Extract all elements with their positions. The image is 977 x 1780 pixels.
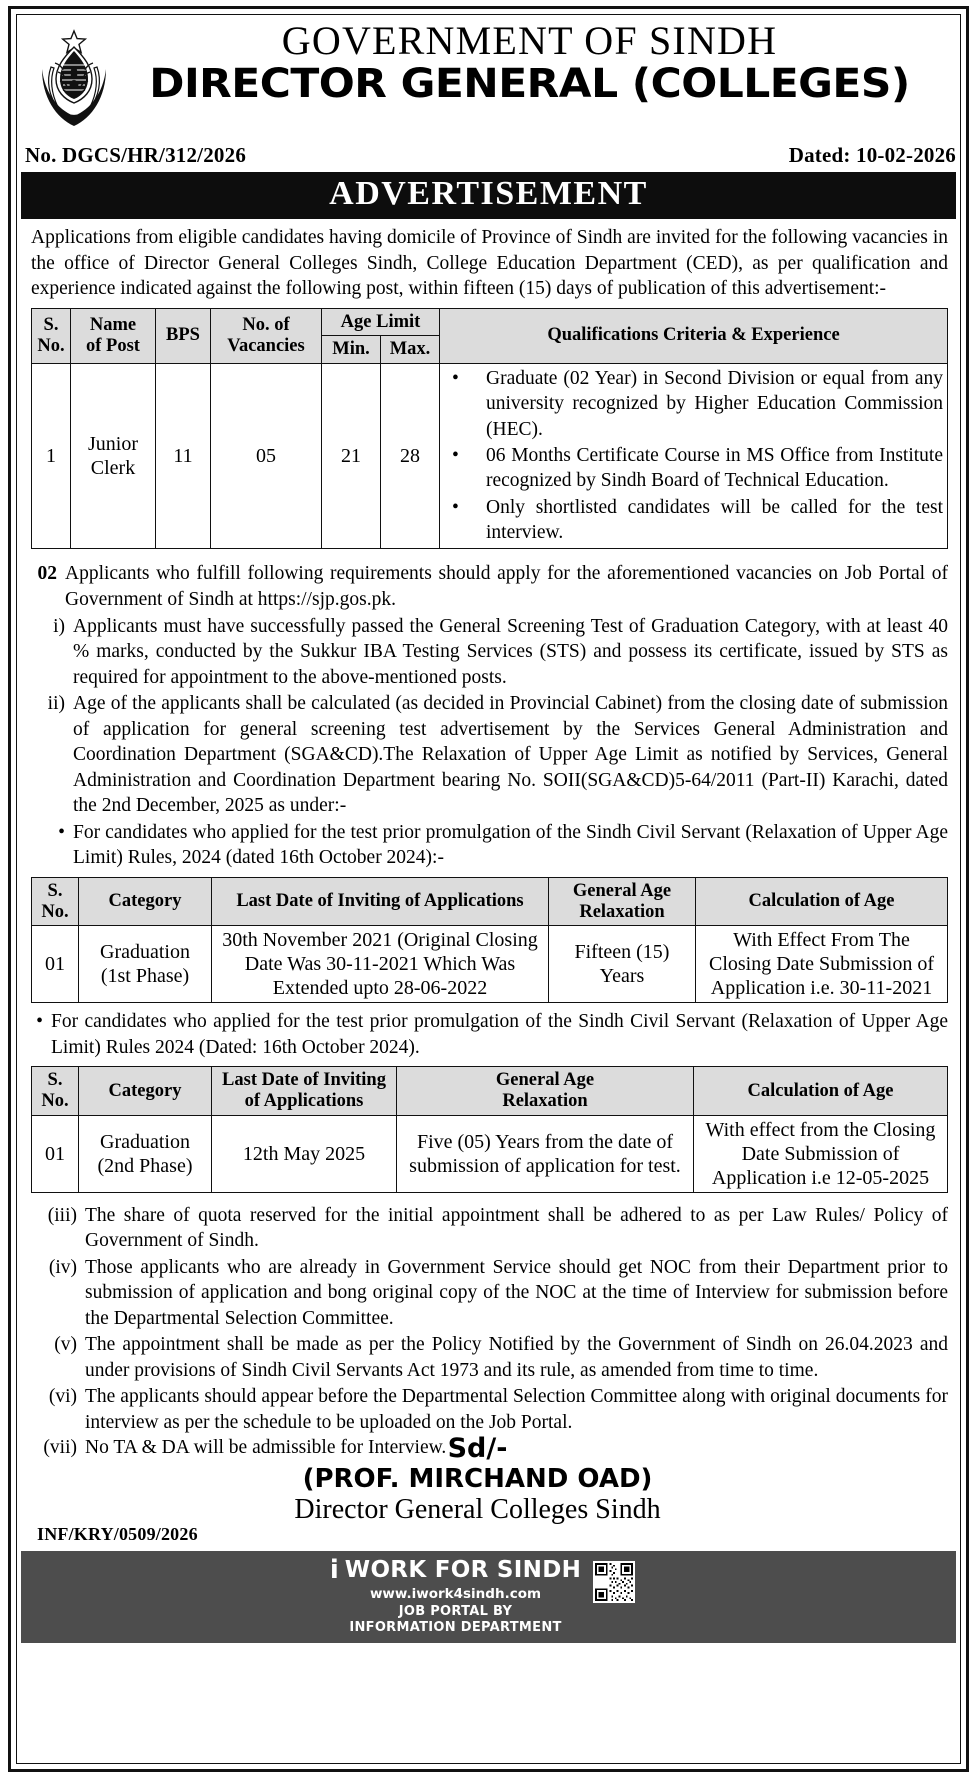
clause-text: No TA & DA will be admissible for Interview. [85,1436,447,1458]
footer-brand-text: WORK FOR SINDH [344,1556,582,1583]
cell-bps: 11 [156,364,211,549]
tail-conditions-section [17,1197,960,1547]
clause-iii [31,1203,948,1254]
th-last-date: Last Date of Inviting of Applications [212,877,549,925]
list-item: • 06 Months Certificate Course in MS Office from Institute recognized by Sindh Board of Technical Education. [448,443,943,494]
th-qualifications: Qualifications Criteria & Experience [440,308,948,363]
advertisement-banner: ADVERTISEMENT [21,172,956,219]
bullet-2-section [17,1007,960,1060]
cell-last-date: 12th May 2025 [212,1115,397,1192]
th-name-of-post: Name of Post [71,308,156,363]
clause-text: The applicants should appear before the Departmental Selection Committee along with original documents for interview as per the schedule to be uploaded on the Job Portal. [85,1386,948,1433]
clause-marker: 02 [37,563,57,585]
vacancy-table [31,308,948,550]
cell-post-name: Junior Clerk [71,364,156,549]
government-title: GOVERNMENT OF SINDH [281,18,778,63]
cell-category: Graduation (1st Phase) [79,926,212,1003]
intro-section [17,219,960,302]
table-row [32,1115,948,1192]
th-vacancies: No. of Vacancies [211,308,322,363]
th-category: Category [79,1067,212,1115]
footer-subtitle-2: INFORMATION DEPARTMENT [349,1620,562,1636]
cell-relaxation: Five (05) Years from the date of submission of application for test. [397,1115,694,1192]
age-relaxation-table-2 [31,1066,948,1192]
clause-i [31,614,948,691]
clause-marker: ii) [47,693,65,715]
clause-text: The appointment shall be made as per the Policy Notified by the Government of Sindh on 26.04.2023 and under provisions of Sindh Civil Servants Act 1973 and its rule, as amended from time to time. [85,1334,948,1381]
th-category: Category [79,877,212,925]
bullet-text: For candidates who applied for the test prior promulgation of the Sindh Civil Servant (Relaxation of Upper Age Limit) Rules, 2024 (dated 16th October 2024):- [73,821,948,869]
intro-paragraph: Applications from eligible candidates having domicile of Province of Sindh are invited for the following vacancies in the office of Director General Colleges Sindh, College Education Department (CED), as per qualification and experience indicated against the following post, within fifteen (15) days of publication of this advertisement:- [31,227,948,300]
cell-age-min: 21 [322,364,381,549]
bullet-icon: • [58,821,65,843]
clause-text: Those applicants who are already in Government Service should get NOC from their Department prior to submission of application and bong original copy of the NOC at the time of Interview for submission before the Departmental Selection Committee. [85,1256,948,1329]
footer-brand-block [329,1554,582,1637]
clause-text: Age of the applicants shall be calculated (as decided in Provincial Cabinet) from the closing date of submission of application for general screening test advertisement by the Services General Administration and Coordination Department (SGA&CD).The Relaxation of Upper Age Limit as notified by Services, General Administration and Coordination Department bearing No. SOII(SGA&CD)5-64/2011 (Part-II) Karachi, dated the 2nd December, 2025 as under:- [73,693,948,817]
table-header-row [32,1067,948,1115]
conditions-section [17,553,960,870]
document-date: Dated: 10-02-2026 [788,143,956,167]
bullet-before-age-table-1 [31,820,948,871]
clause-vii [31,1435,446,1461]
cell-relaxation: Fifteen (15) Years [549,926,696,1003]
cell-calculation: With Effect From The Closing Date Submission of Application i.e. 30-11-2021 [696,926,948,1003]
clause-02 [31,561,948,612]
cell-calculation: With effect from the Closing Date Submission of Application i.e 12-05-2025 [694,1115,948,1192]
table-header-row [32,308,948,336]
clause-text: Applicants who fulfill following requirements should apply for the aforementioned vacancies on Job Portal of Government of Sindh at https://sjp.gos.pk. [65,563,948,610]
qualifications-list [444,366,943,545]
bullet-before-age-table-2 [31,1009,948,1060]
footer-brand-row [329,1554,582,1585]
footer-subtitle-1: JOB PORTAL BY [398,1603,513,1619]
clause-vi [31,1384,948,1435]
header-titles [117,18,950,107]
th-age-max: Max. [381,336,440,364]
age-relaxation-table-1 [31,877,948,1003]
th-age-min: Min. [322,336,381,364]
th-age-limit: Age Limit [322,308,440,336]
th-bps: BPS [156,308,211,363]
th-s-no: S. No. [32,1067,79,1115]
signatory-name: (PROF. MIRCHAND OAD) [302,1463,653,1494]
cell-category: Graduation (2nd Phase) [79,1115,212,1192]
person-glyph-icon: i [329,1554,339,1585]
clause-marker: i) [53,615,65,637]
footer-banner [21,1551,956,1643]
cell-s-no: 01 [32,1115,79,1192]
reference-row [17,143,960,168]
bullet-icon: • [452,368,459,390]
th-general-age-relaxation: General Age Relaxation [397,1067,694,1115]
vacancy-table-body [32,364,948,549]
clause-marker: (iv) [48,1256,77,1278]
clause-marker: (iii) [47,1204,77,1226]
th-last-date: Last Date of Inviting of Applications [212,1067,397,1115]
th-calculation-of-age: Calculation of Age [696,877,948,925]
document-header [17,15,960,137]
th-calculation-of-age: Calculation of Age [694,1067,948,1115]
clause-text: Applicants must have successfully passed the General Screening Test of Graduation Category, with at least 40 % marks, conducted by the Sukkur IBA Testing Services (STS) and possess its certificate, issued by STS as required for appointment to the above-mentioned posts. [73,615,948,688]
clause-iv [31,1255,948,1332]
table-header-row [32,877,948,925]
footer-content [329,1554,635,1637]
clause-marker: (vi) [48,1386,77,1408]
cell-s-no: 01 [32,926,79,1003]
vacancy-table-head [32,308,948,363]
qr-code-icon [593,1561,635,1603]
reference-number: No. DGCS/HR/312/2026 [25,143,247,167]
cell-qualifications [440,364,948,549]
inf-number: INF/KRY/0509/2026 [37,1523,198,1544]
age-table-1-body [32,926,948,1003]
table-row [32,926,948,1003]
signatory-designation: Director General Colleges Sindh [294,1493,661,1525]
bullet-icon: • [452,496,459,518]
bullet-icon: • [452,445,459,467]
clause-v [31,1332,948,1383]
age-table-1-head [32,877,948,925]
signature-area [31,1432,948,1547]
department-title: DIRECTOR GENERAL (COLLEGES) [149,60,910,107]
age-table-1-wrapper [17,877,960,1003]
list-item: • Graduate (02 Year) in Second Division or equal from any university recognized by Higher Education Commission (HEC). [448,366,943,442]
th-s-no: S. No. [32,308,71,363]
footer-website-url: www.iwork4sindh.com [369,1585,542,1602]
clause-text: The share of quota reserved for the initial appointment shall be adhered to as per Law Rules/ Policy of Government of Sindh. [85,1204,948,1252]
signature-sd: Sd/- [447,1432,508,1464]
age-table-2-body [32,1115,948,1192]
cell-age-max: 28 [381,364,440,549]
age-table-2-head [32,1067,948,1115]
vacancy-table-wrapper [17,308,960,550]
page-outer-border [8,6,969,1772]
clause-marker: (vii) [43,1436,77,1458]
cell-last-date: 30th November 2021 (Original Closing Date Was 30-11-2021 Which Was Extended upto 28-06-2022 [212,926,549,1003]
th-s-no: S. No. [32,877,79,925]
bullet-text: For candidates who applied for the test prior promulgation of the Sindh Civil Servant (Relaxation of Upper Age Limit) Rules 2024 (Dated: 16th October 2024). [51,1011,948,1058]
cell-vacancies: 05 [211,364,322,549]
clause-ii [31,691,948,819]
age-table-2-wrapper [17,1066,960,1192]
th-general-age-relaxation: General Age Relaxation [549,877,696,925]
bullet-icon: • [36,1011,43,1033]
list-item: • Only shortlisted candidates will be called for the test interview. [448,495,943,546]
page-inner-border [16,14,961,1764]
table-row [32,364,948,549]
clause-marker: (v) [54,1334,77,1356]
cell-s-no: 1 [32,364,71,549]
